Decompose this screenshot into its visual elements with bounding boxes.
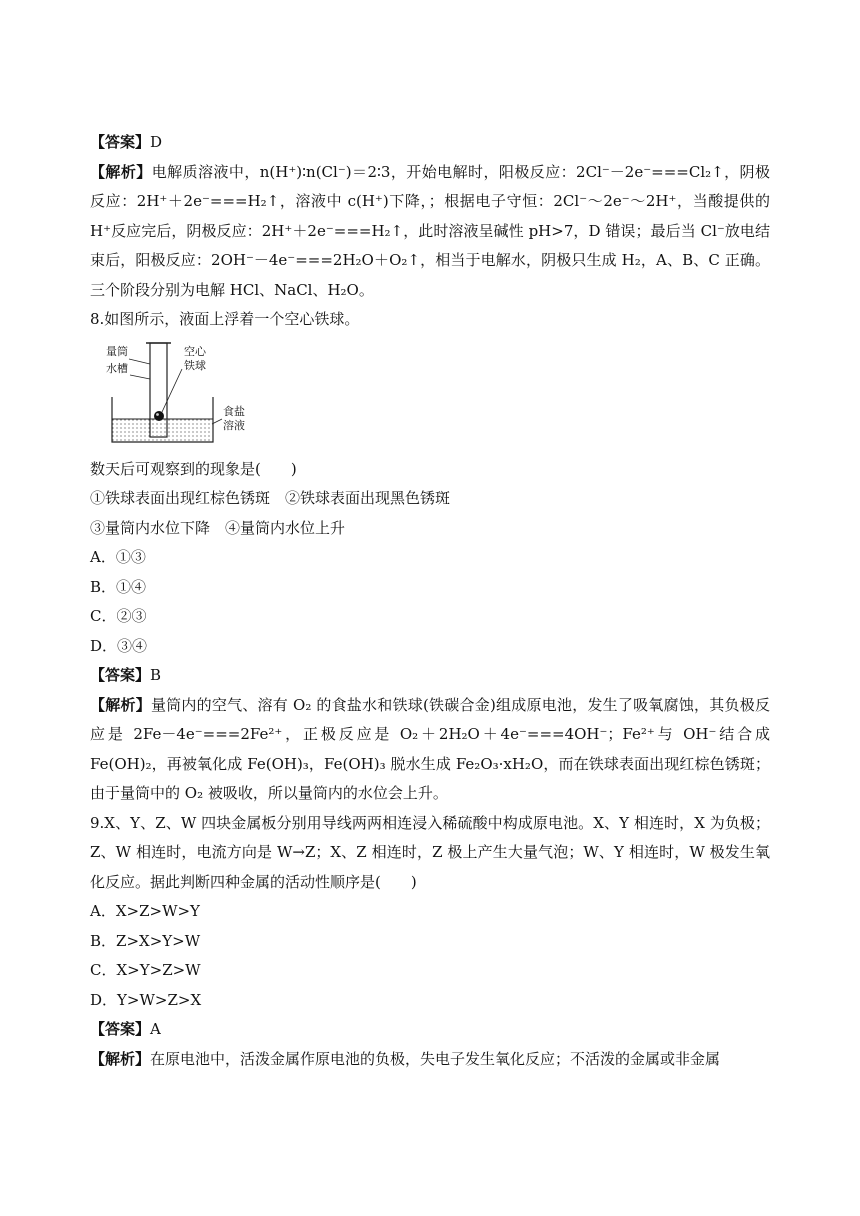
answer-value: A bbox=[150, 1020, 161, 1038]
label-solution-2: 溶液 bbox=[223, 418, 245, 432]
answer-value: D bbox=[150, 133, 163, 151]
analysis-tag: 【解析】 bbox=[90, 695, 151, 714]
label-ball-1: 空心 bbox=[184, 344, 206, 358]
iron-ball-highlight bbox=[156, 413, 159, 416]
q8-statements-2: ③量筒内水位下降 ④量筒内水位上升 bbox=[90, 518, 346, 537]
q8-option-b: B．①④ bbox=[90, 577, 147, 596]
q9-option-c: C．X>Y>Z>W bbox=[90, 961, 201, 979]
cylinder-liquid bbox=[151, 419, 166, 436]
q7-answer bbox=[90, 128, 770, 158]
analysis-tag: 【解析】 bbox=[90, 162, 152, 181]
q9-option-b: B．Z>X>Y>W bbox=[90, 931, 201, 950]
q9-answer bbox=[90, 1015, 770, 1045]
answer-tag: 【答案】 bbox=[90, 133, 151, 151]
q8-statements-1: ①铁球表面出现红棕色锈斑 ②铁球表面出现黑色锈斑 bbox=[90, 489, 451, 507]
label-trough: 水槽 bbox=[106, 361, 128, 375]
answer-tag: 【答案】 bbox=[90, 1020, 151, 1038]
q7-analysis bbox=[90, 158, 770, 306]
q9-option-a: A．X>Z>W>Y bbox=[90, 902, 200, 920]
q9-option-d: D．Y>W>Z>X bbox=[90, 990, 202, 1009]
trough-leader bbox=[130, 375, 150, 379]
q8-option-c: C．②③ bbox=[90, 607, 147, 625]
q9-stem: 9.X、Y、Z、W 四块金属板分别用导线两两相连浸入稀硫酸中构成原电池。X、Y 相连时，X 为负极；Z、W 相连时，电流方向是 W→Z；X、Z 相连时，Z 极上产生大量气泡；W、Y 相连时，W 极发生氧化反应。据此判断四种金属的活动性顺序是( ) bbox=[90, 813, 770, 891]
iron-ball bbox=[154, 411, 164, 421]
analysis-text: 电解质溶液中，n(H⁺)∶n(Cl⁻)＝2∶3，开始电解时，阳极反应：2Cl⁻－2e⁻===Cl₂↑，阴极反应：2H⁺＋2e⁻===H₂↑，溶液中 c(H⁺)下降，；根据电子守恒：2Cl⁻～2e⁻～2H⁺，当酸提供的 H⁺反应完后，阴极反应：2H⁺＋2e⁻===H₂↑，此时溶液呈碱性 pH>7，D 错误；最后当 Cl⁻放电结束后，阳极反应：2OH⁻－4e⁻===2H₂O＋O₂↑，相当于电解水，阴极只生成 H₂，A、B、C 正确。三个阶段分别为电解 HCl、NaCl、H₂O。 bbox=[90, 162, 770, 299]
q8-option-d: D．③④ bbox=[90, 636, 148, 655]
analysis-text: 量筒内的空气、溶有 O₂ 的食盐水和铁球(铁碳合金)组成原电池，发生了吸氧腐蚀，其负极反应是 2Fe－4e⁻===2Fe²⁺，正极反应是 O₂＋2H₂O＋4e⁻===4OH⁻；Fe²⁺与 OH⁻结合成 Fe(OH)₂，再被氧化成 Fe(OH)₃，Fe(OH)₃ 脱水生成 Fe₂O₃·xH₂O，而在铁球表面出现红棕色锈斑；由于量筒中的 O₂ 被吸收，所以量筒内的水位会上升。 bbox=[90, 695, 770, 802]
label-ball-2: 铁球 bbox=[184, 358, 206, 372]
q8-question: 数天后可观察到的现象是( ) bbox=[90, 459, 297, 478]
q8-answer bbox=[90, 661, 770, 691]
analysis-text: 在原电池中，活泼金属作原电池的负极，失电子发生氧化反应；不活泼的金属或非金属 bbox=[150, 1049, 721, 1068]
q8-stem: 8.如图所示，液面上浮着一个空心铁球。 bbox=[90, 310, 360, 328]
label-cylinder: 量筒 bbox=[106, 344, 128, 358]
q9-analysis bbox=[90, 1045, 770, 1075]
cylinder-leader bbox=[129, 359, 150, 364]
answer-value: B bbox=[150, 666, 162, 684]
experiment-diagram bbox=[104, 339, 264, 451]
q8-analysis bbox=[90, 691, 770, 809]
answer-tag: 【答案】 bbox=[90, 666, 151, 684]
q8-figure bbox=[104, 339, 770, 451]
q8-option-a: A．①③ bbox=[90, 548, 146, 566]
document-content bbox=[90, 128, 770, 1074]
analysis-tag: 【解析】 bbox=[90, 1049, 151, 1068]
label-solution-1: 食盐 bbox=[223, 404, 245, 418]
